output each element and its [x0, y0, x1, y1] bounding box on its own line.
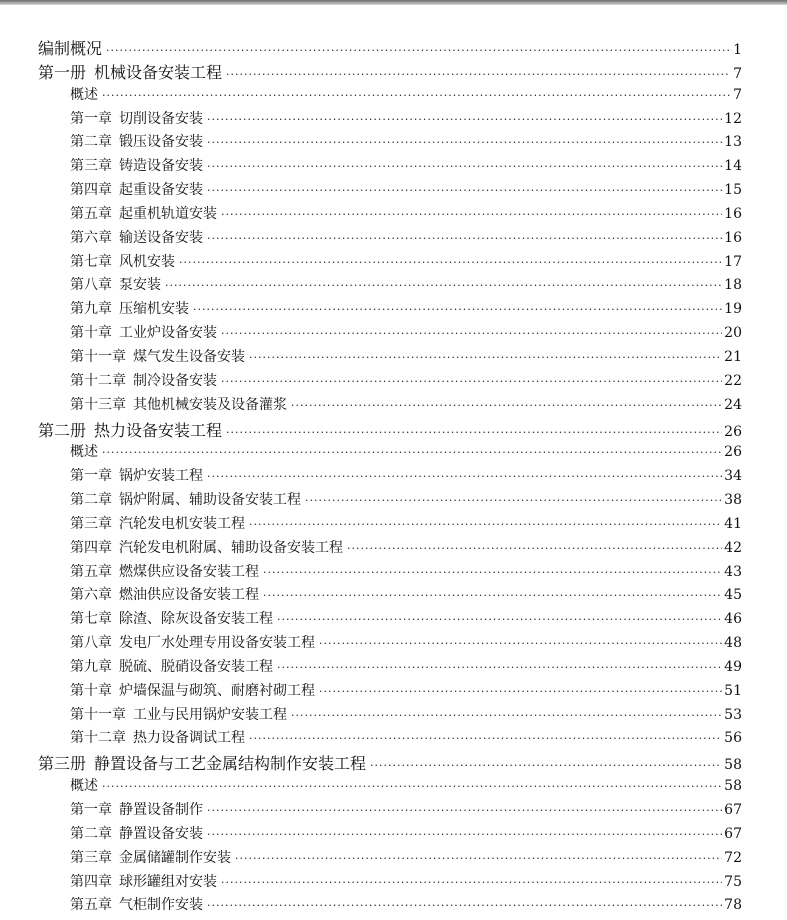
toc-entry-title: 输送设备安装 — [119, 229, 203, 246]
toc-entry-label — [38, 60, 222, 83]
toc-entry-volume[interactable] — [38, 36, 742, 60]
toc-dot-leader — [221, 375, 722, 388]
toc-entry-prefix: 第九章 — [70, 658, 112, 675]
toc-entry-prefix: 第一章 — [70, 110, 112, 127]
toc-entry-chapter[interactable] — [38, 274, 742, 298]
toc-entry-label — [70, 465, 203, 485]
toc-entry-page-number: 15 — [724, 182, 742, 199]
toc-dot-leader — [207, 804, 722, 817]
toc-entry-chapter[interactable] — [38, 632, 742, 656]
toc-entry-prefix: 第二章 — [70, 134, 112, 151]
toc-entry-prefix: 第十章 — [70, 325, 112, 342]
toc-entry-label — [70, 871, 217, 891]
toc-entry-page-number: 67 — [724, 802, 742, 818]
toc-dot-leader — [106, 44, 730, 57]
toc-entry-chapter[interactable] — [38, 847, 742, 871]
toc-entry-title: 工业炉设备安装 — [119, 325, 217, 342]
toc-entry-title: 热力设备调试工程 — [133, 730, 245, 747]
toc-entry-title: 其他机械安装及设备灌浆 — [133, 396, 287, 413]
toc-entry-title: 概述 — [70, 778, 98, 795]
toc-entry-page-number: 34 — [724, 468, 742, 485]
toc-entry-page-number: 13 — [724, 134, 742, 151]
toc-entry-label — [70, 847, 231, 867]
toc-entry-chapter[interactable] — [38, 465, 742, 489]
toc-entry-title: 气柜制作安装 — [119, 897, 203, 914]
toc-entry-title: 切削设备安装 — [119, 110, 203, 127]
toc-entry-label — [70, 584, 259, 604]
toc-entry-page-number: 45 — [724, 587, 742, 604]
toc-entry-prefix: 第一章 — [70, 468, 112, 485]
toc-entry-label — [70, 108, 203, 128]
toc-entry-title: 发电厂水处理专用设备安装工程 — [119, 635, 315, 652]
toc-entry-chapter[interactable] — [38, 799, 742, 823]
toc-entry-label — [70, 489, 301, 509]
toc-entry-title: 锅炉安装工程 — [119, 468, 203, 485]
toc-entry-label — [70, 203, 217, 223]
toc-entry-prefix: 第四章 — [70, 539, 112, 556]
toc-dot-leader — [263, 566, 722, 579]
toc-entry-prefix: 第十二章 — [70, 372, 126, 389]
toc-entry-chapter[interactable] — [38, 227, 742, 251]
toc-entry-title: 编制概况 — [38, 39, 103, 58]
toc-entry-chapter[interactable] — [38, 108, 742, 132]
toc-entry-chapter[interactable] — [38, 370, 742, 394]
toc-entry-chapter[interactable] — [38, 131, 742, 155]
toc-entry-label — [70, 227, 203, 247]
toc-entry-page-number: 72 — [724, 849, 742, 866]
toc-dot-leader — [347, 542, 722, 555]
toc-dot-leader — [249, 351, 722, 364]
toc-entry-prefix: 第四章 — [70, 873, 112, 890]
toc-entry-page-number: 38 — [724, 492, 742, 509]
toc-entry-chapter[interactable] — [38, 298, 742, 322]
toc-entry-label — [70, 322, 217, 342]
toc-entry-volume[interactable] — [38, 418, 742, 442]
toc-entry-title: 制冷设备安装 — [133, 372, 217, 389]
toc-entry-label — [70, 155, 203, 175]
toc-entry-page-number: 7 — [733, 65, 742, 82]
toc-entry-label — [70, 608, 273, 628]
toc-entry-chapter[interactable] — [38, 727, 742, 751]
toc-entry-page-number: 67 — [724, 825, 742, 842]
toc-entry-chapter[interactable] — [38, 155, 742, 179]
toc-dot-leader — [207, 136, 722, 149]
toc-entry-title: 燃油供应设备安装工程 — [119, 587, 259, 604]
toc-entry-page-number: 46 — [724, 611, 742, 628]
toc-entry-title: 金属储罐制作安装 — [119, 849, 231, 866]
toc-dot-leader — [165, 279, 722, 292]
toc-entry-title: 炉墙保温与砌筑、耐磨衬砌工程 — [119, 682, 315, 699]
toc-entry-page-number: 26 — [724, 423, 742, 440]
toc-entry-page-number: 17 — [724, 253, 742, 270]
toc-entry-prefix: 第六章 — [70, 229, 112, 246]
toc-entry-chapter[interactable] — [38, 441, 742, 465]
toc-entry-page-number: 12 — [724, 110, 742, 127]
toc-entry-title: 除渣、除灰设备安装工程 — [119, 611, 273, 628]
toc-entry-label — [70, 251, 175, 271]
toc-dot-leader — [277, 613, 722, 626]
toc-entry-prefix: 第三册 — [38, 754, 87, 774]
toc-entry-prefix: 第十一章 — [70, 706, 126, 723]
toc-entry-chapter[interactable] — [38, 394, 742, 418]
toc-entry-chapter[interactable] — [38, 775, 742, 799]
toc-entry-page-number: 1 — [733, 42, 742, 58]
toc-dot-leader — [193, 303, 722, 316]
toc-entry-prefix: 第十二章 — [70, 730, 126, 747]
toc-dot-leader — [207, 113, 722, 126]
toc-entry-title: 静置设备与工艺金属结构制作安装工程 — [94, 754, 367, 774]
toc-entry-page-number: 58 — [724, 757, 742, 774]
toc-entry-page-number: 48 — [724, 635, 742, 652]
toc-entry-page-number: 26 — [724, 444, 742, 461]
toc-entry-chapter[interactable] — [38, 346, 742, 370]
toc-entry-prefix: 第八章 — [70, 277, 112, 294]
toc-entry-label — [70, 179, 203, 199]
toc-dot-leader — [102, 446, 722, 459]
toc-dot-leader — [102, 780, 722, 793]
toc-entry-chapter[interactable] — [38, 84, 742, 108]
toc-entry-chapter[interactable] — [38, 656, 742, 680]
toc-entry-title: 汽轮发电机附属、辅助设备安装工程 — [119, 539, 343, 556]
toc-dot-leader — [249, 732, 722, 745]
toc-entry-chapter[interactable] — [38, 823, 742, 847]
toc-entry-label — [70, 894, 203, 914]
toc-entry-prefix: 第五章 — [70, 205, 112, 222]
toc-entry-chapter[interactable] — [38, 680, 742, 704]
toc-entry-title: 静置设备安装 — [119, 825, 203, 842]
toc-entry-title: 脱硫、脱硝设备安装工程 — [119, 658, 273, 675]
toc-entry-label — [70, 823, 203, 843]
toc-entry-label — [70, 537, 343, 557]
toc-entry-label — [70, 632, 315, 652]
toc-entry-prefix: 第二册 — [38, 420, 87, 440]
toc-entry-label — [70, 680, 315, 700]
toc-entry-page-number: 18 — [724, 277, 742, 294]
toc-dot-leader — [221, 327, 722, 340]
toc-entry-title: 汽轮发电机安装工程 — [119, 515, 245, 532]
toc-entry-page-number: 21 — [724, 348, 742, 365]
toc-entry-chapter[interactable] — [38, 704, 742, 728]
toc-entry-prefix: 第八章 — [70, 635, 112, 652]
toc-entry-chapter[interactable] — [38, 537, 742, 561]
toc-entry-title: 铸造设备安装 — [119, 158, 203, 175]
toc-entry-label — [70, 656, 273, 676]
toc-dot-leader — [179, 256, 722, 269]
toc-entry-chapter[interactable] — [38, 561, 742, 585]
toc-dot-leader — [221, 876, 722, 889]
toc-entry-page-number: 43 — [724, 563, 742, 580]
toc-entry-label — [38, 751, 366, 774]
toc-entry-page-number: 53 — [724, 706, 742, 723]
toc-entry-chapter[interactable] — [38, 894, 742, 918]
toc-entry-label — [70, 561, 259, 581]
toc-dot-leader — [207, 184, 722, 197]
toc-entry-label — [70, 84, 98, 104]
toc-entry-label — [70, 298, 189, 318]
toc-entry-page-number: 14 — [724, 158, 742, 175]
toc-dot-leader — [207, 232, 722, 245]
toc-dot-leader — [277, 661, 722, 674]
toc-entry-prefix: 第四章 — [70, 182, 112, 199]
toc-entry-title: 起重机轨道安装 — [119, 205, 217, 222]
toc-entry-page-number: 24 — [724, 396, 742, 413]
toc-dot-leader — [226, 68, 730, 81]
page-top-border — [0, 0, 787, 5]
toc-entry-prefix: 第一章 — [70, 802, 112, 818]
toc-entry-label — [70, 799, 203, 819]
toc-entry-page-number: 58 — [724, 778, 742, 795]
toc-dot-leader — [207, 828, 722, 841]
toc-entry-label — [70, 346, 245, 366]
toc-entry-prefix: 第六章 — [70, 587, 112, 604]
toc-entry-label — [38, 418, 222, 441]
toc-entry-prefix: 第五章 — [70, 563, 112, 580]
toc-entry-page-number: 16 — [724, 229, 742, 246]
toc-dot-leader — [319, 685, 722, 698]
toc-dot-leader — [207, 470, 722, 483]
table-of-contents — [38, 36, 742, 918]
toc-dot-leader — [226, 426, 722, 439]
toc-entry-prefix: 第二章 — [70, 825, 112, 842]
toc-entry-title: 工业与民用锅炉安装工程 — [133, 706, 287, 723]
toc-entry-title: 泵安装 — [119, 277, 161, 294]
toc-entry-page-number: 41 — [724, 515, 742, 532]
toc-entry-chapter[interactable] — [38, 179, 742, 203]
toc-entry-page-number: 75 — [724, 873, 742, 890]
toc-dot-leader — [370, 759, 722, 772]
toc-entry-label — [70, 727, 245, 747]
toc-entry-title: 静置设备制作 — [119, 802, 203, 818]
toc-entry-label — [70, 394, 287, 414]
toc-entry-volume[interactable] — [38, 60, 742, 84]
toc-entry-page-number: 49 — [724, 658, 742, 675]
toc-entry-chapter[interactable] — [38, 203, 742, 227]
toc-entry-page-number: 22 — [724, 372, 742, 389]
toc-entry-prefix: 第三章 — [70, 849, 112, 866]
toc-entry-label — [70, 370, 217, 390]
toc-entry-prefix: 第三章 — [70, 158, 112, 175]
toc-entry-title: 机械设备安装工程 — [94, 62, 223, 82]
toc-entry-label — [70, 274, 161, 294]
toc-dot-leader — [263, 589, 722, 602]
toc-entry-title: 锅炉附属、辅助设备安装工程 — [119, 492, 301, 509]
toc-dot-leader — [207, 899, 722, 912]
toc-entry-title: 压缩机安装 — [119, 301, 189, 318]
toc-entry-chapter[interactable] — [38, 584, 742, 608]
toc-entry-prefix: 第十章 — [70, 682, 112, 699]
toc-dot-leader — [207, 160, 722, 173]
toc-entry-label — [70, 441, 98, 461]
toc-entry-title: 燃煤供应设备安装工程 — [119, 563, 259, 580]
toc-entry-title: 煤气发生设备安装 — [133, 348, 245, 365]
toc-entry-page-number: 51 — [724, 682, 742, 699]
toc-dot-leader — [291, 709, 722, 722]
toc-entry-prefix: 第五章 — [70, 897, 112, 914]
toc-entry-prefix: 第七章 — [70, 253, 112, 270]
toc-entry-page-number: 19 — [724, 301, 742, 318]
toc-entry-label — [38, 36, 102, 59]
toc-entry-chapter[interactable] — [38, 871, 742, 895]
toc-entry-prefix: 第十一章 — [70, 348, 126, 365]
toc-dot-leader — [221, 208, 722, 221]
toc-entry-title: 概述 — [70, 86, 98, 103]
toc-entry-title: 风机安装 — [119, 253, 175, 270]
toc-entry-chapter[interactable] — [38, 513, 742, 537]
toc-entry-prefix: 第七章 — [70, 611, 112, 628]
toc-entry-prefix: 第十三章 — [70, 396, 126, 413]
toc-entry-title: 概述 — [70, 444, 98, 461]
toc-entry-label — [70, 513, 245, 533]
toc-entry-prefix: 第三章 — [70, 515, 112, 532]
toc-entry-chapter[interactable] — [38, 322, 742, 346]
toc-entry-title: 起重设备安装 — [119, 182, 203, 199]
toc-dot-leader — [235, 852, 722, 865]
toc-dot-leader — [249, 518, 722, 531]
toc-entry-label — [70, 704, 287, 724]
toc-entry-page-number: 7 — [733, 86, 742, 103]
toc-entry-page-number: 42 — [724, 539, 742, 556]
toc-entry-label — [70, 131, 203, 151]
toc-entry-title: 球形罐组对安装 — [119, 873, 217, 890]
toc-entry-prefix: 第一册 — [38, 62, 87, 82]
toc-entry-page-number: 20 — [724, 325, 742, 342]
toc-entry-volume[interactable] — [38, 751, 742, 775]
toc-dot-leader — [305, 494, 722, 507]
toc-entry-title: 锻压设备安装 — [119, 134, 203, 151]
toc-dot-leader — [102, 89, 730, 102]
toc-entry-chapter[interactable] — [38, 489, 742, 513]
toc-entry-label — [70, 775, 98, 795]
toc-entry-page-number: 16 — [724, 205, 742, 222]
toc-dot-leader — [319, 637, 722, 650]
toc-entry-page-number: 56 — [724, 730, 742, 747]
toc-entry-page-number: 78 — [724, 897, 742, 914]
toc-entry-title: 热力设备安装工程 — [94, 420, 223, 440]
toc-entry-prefix: 第九章 — [70, 301, 112, 318]
toc-entry-chapter[interactable] — [38, 251, 742, 275]
toc-dot-leader — [291, 399, 722, 412]
toc-entry-prefix: 第二章 — [70, 492, 112, 509]
toc-entry-chapter[interactable] — [38, 608, 742, 632]
